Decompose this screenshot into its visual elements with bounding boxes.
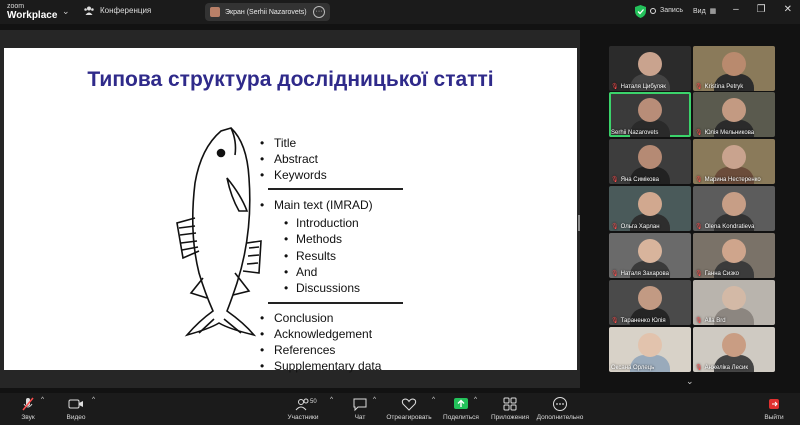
bullet-results: • Results (296, 249, 336, 263)
encryption-shield-icon[interactable] (635, 5, 646, 18)
participant-tile[interactable] (693, 233, 775, 278)
mic-muted-icon: 🎙 (611, 271, 619, 277)
participant-name: Анжеліка Лесик (704, 364, 748, 371)
participant-tile[interactable] (609, 139, 691, 184)
participant-name: Ольга Харлан (620, 223, 660, 230)
apps-icon (502, 396, 518, 412)
participant-name: Оксана Орлець (611, 365, 655, 371)
participant-tile[interactable] (693, 92, 775, 137)
logo-line1: zoom (7, 3, 25, 10)
avatar (638, 333, 662, 357)
slide-divider (268, 302, 403, 304)
participant-name: Марина Нестеренко (704, 176, 761, 183)
share-screen-icon (453, 396, 469, 412)
zoom-workplace-logo[interactable] (7, 2, 58, 21)
participant-tile[interactable] (693, 186, 775, 231)
audio-options-caret[interactable]: ^ (41, 396, 45, 403)
video-button[interactable] (62, 396, 90, 421)
screen-share-label: Экран (Serhii Nazarovets) (225, 8, 307, 16)
bullet-acknowledgement: • Acknowledgement (274, 327, 372, 341)
participant-tile[interactable] (693, 139, 775, 184)
view-button[interactable] (693, 7, 716, 15)
participant-tile[interactable] (609, 46, 691, 91)
participant-name: Тараненко Юлія (620, 317, 666, 324)
avatar (722, 286, 746, 310)
share-options-caret[interactable]: ^ (474, 396, 478, 403)
chevron-down-icon[interactable]: ⌄ (62, 6, 70, 16)
mic-muted-icon: 🎙 (695, 318, 703, 324)
participant-tile[interactable] (693, 280, 775, 325)
mic-muted-icon: 🎙 (611, 84, 619, 90)
title-bar (0, 0, 800, 24)
mic-muted-icon: 🎙 (695, 365, 703, 371)
avatar (722, 192, 746, 216)
audio-label: Звук (21, 414, 35, 421)
participant-tile[interactable] (609, 280, 691, 325)
avatar (722, 145, 746, 169)
participant-name: Serhii Nazarovets (611, 130, 659, 136)
participant-tile[interactable] (609, 327, 691, 372)
record-button[interactable] (650, 7, 683, 14)
participant-name-row (695, 223, 754, 230)
meeting-tab[interactable] (84, 6, 151, 15)
participant-name: Alla Brd (704, 317, 726, 324)
mic-muted-icon: 🎙 (695, 271, 703, 277)
react-options-caret[interactable]: ^ (432, 396, 436, 403)
avatar (722, 239, 746, 263)
mic-muted-icon: 🎙 (695, 130, 703, 136)
participant-tile[interactable] (609, 233, 691, 278)
participant-name-row (611, 176, 659, 183)
participant-name: Юлія Мельникова (704, 129, 755, 136)
participant-name-row (611, 365, 654, 371)
view-grid-icon: ▦ (707, 8, 717, 15)
mic-muted-icon: 🎙 (695, 84, 703, 90)
chat-button[interactable] (350, 396, 370, 421)
leave-button[interactable] (760, 396, 788, 421)
avatar (638, 98, 662, 122)
react-button[interactable] (385, 396, 436, 421)
bullet-discussions: • Discussions (296, 281, 360, 295)
window-controls (733, 4, 792, 15)
video-label: Видео (66, 414, 86, 421)
more-button[interactable] (535, 396, 585, 421)
participant-name-row (695, 83, 743, 90)
chat-icon (352, 396, 368, 412)
avatar (638, 239, 662, 263)
bullet-abstract: • Abstract (274, 152, 318, 166)
mic-muted-icon (20, 396, 36, 412)
apps-label: Приложения (490, 414, 530, 421)
record-icon (650, 8, 656, 14)
screen-share-chip[interactable] (205, 3, 330, 21)
participant-name: Наталя Захарова (620, 270, 669, 277)
participant-name-row (611, 130, 658, 136)
bullet-references: • References (274, 343, 335, 357)
participants-count: 50 (310, 399, 317, 405)
mic-muted-icon: 🎙 (611, 318, 619, 324)
participants-button[interactable] (282, 396, 324, 421)
shared-screen (0, 30, 580, 388)
participants-options-caret[interactable]: ^ (330, 396, 334, 403)
participant-name-row (695, 270, 739, 277)
video-options-caret[interactable]: ^ (92, 396, 96, 403)
participant-name: Kristina Petryk (704, 83, 744, 90)
fish-illustration (169, 123, 269, 338)
split-resize-handle[interactable] (578, 215, 580, 231)
bullet-supplementary: • Supplementary data (274, 359, 381, 373)
conference-icon (84, 6, 94, 15)
avatar (638, 52, 662, 76)
apps-button[interactable] (490, 396, 530, 421)
mic-muted-icon: 🎙 (611, 224, 619, 230)
record-label: Запись (660, 7, 683, 14)
chat-label: Чат (354, 414, 366, 421)
participant-tile[interactable] (609, 186, 691, 231)
slide-title: Типова структура дослідницької статті (87, 68, 494, 91)
bullet-introduction: • Introduction (296, 216, 359, 230)
participant-name-row (695, 176, 761, 183)
mic-muted-icon: 🎙 (611, 177, 619, 183)
avatar (638, 286, 662, 310)
avatar (722, 98, 746, 122)
participants-label: Участники (287, 414, 319, 421)
heart-icon (401, 396, 417, 412)
bullet-title: • Title (274, 136, 296, 150)
meeting-toolbar (0, 393, 800, 425)
gallery-scroll-down-icon[interactable]: ⌄ (686, 376, 694, 386)
participant-tile-active-speaker[interactable] (609, 92, 691, 137)
mic-muted-icon: 🎙 (695, 177, 703, 183)
participant-name-row (611, 270, 669, 277)
meeting-label: Конференция (100, 6, 152, 15)
participant-tile[interactable] (693, 327, 775, 372)
video-camera-icon (68, 396, 84, 412)
participant-name-row (611, 83, 666, 90)
participant-name: Яна Симікова (620, 176, 659, 183)
avatar (722, 52, 746, 76)
bullet-and: • And (296, 265, 317, 279)
bullet-conclusion: • Conclusion (274, 311, 333, 325)
view-label: Вид (693, 8, 706, 15)
more-label: Дополнительно (536, 414, 584, 421)
presentation-slide (4, 48, 577, 373)
participant-name-row (695, 364, 748, 371)
minimize-icon[interactable]: – (733, 4, 739, 15)
chat-options-caret[interactable]: ^ (373, 396, 377, 403)
logo-line2: Workplace (7, 10, 58, 21)
participant-gallery (609, 46, 777, 376)
close-icon[interactable]: ✕ (783, 4, 792, 15)
participant-name-row (695, 129, 754, 136)
more-icon (552, 396, 568, 412)
react-label: Отреагировать (386, 414, 432, 421)
avatar (722, 333, 746, 357)
participant-name-row (611, 223, 660, 230)
presenter-avatar (210, 7, 220, 17)
participants-icon (295, 396, 311, 412)
bullet-methods: • Methods (296, 232, 342, 246)
share-label: Поделиться (443, 414, 479, 421)
audio-button[interactable] (14, 396, 45, 421)
leave-label: Выйти (764, 414, 784, 421)
participant-name-row (611, 317, 666, 324)
avatar (638, 145, 662, 169)
restore-icon[interactable]: ❐ (756, 4, 766, 15)
participant-name: Ганна Сизко (704, 270, 739, 277)
participant-name: Olena Kondratieva (704, 223, 755, 230)
more-options-icon[interactable]: ··· (313, 6, 325, 18)
bullet-keywords: • Keywords (274, 168, 327, 182)
mic-muted-icon: 🎙 (695, 224, 703, 230)
bullet-main-text: • Main text (IMRAD) (274, 198, 373, 212)
participant-name: Наталя Цибуляк (620, 83, 666, 90)
participant-tile[interactable] (693, 46, 775, 91)
participant-name-row (695, 317, 726, 324)
slide-divider (268, 188, 403, 190)
leave-icon (766, 396, 782, 412)
avatar (638, 192, 662, 216)
